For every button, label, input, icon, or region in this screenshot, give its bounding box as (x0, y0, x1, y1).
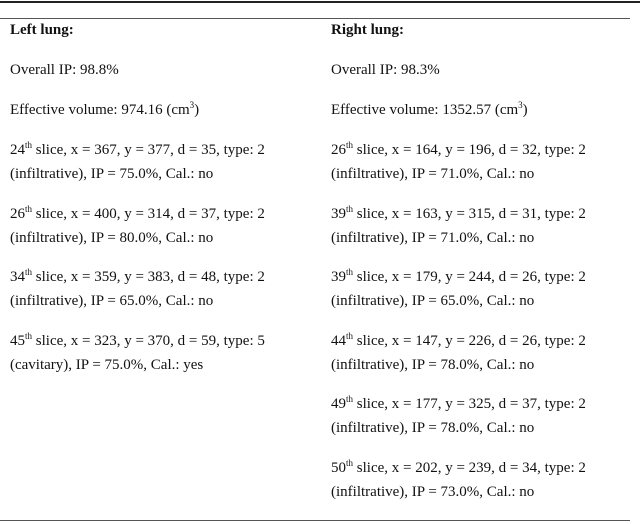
slice-details: slice, x = 323, y = 370, d = 59, type: 5 (32, 332, 265, 349)
slice-entry-line1 (331, 395, 586, 413)
ordinal-superscript: th (25, 330, 33, 341)
slice-classification: (infiltrative), IP = 80.0%, Cal.: no (10, 229, 214, 246)
slice-entry-line1 (10, 205, 265, 223)
slice-number: 39 (331, 269, 346, 285)
ordinal-superscript: th (25, 203, 33, 214)
unit-superscript: 3 (189, 100, 195, 110)
slice-details: slice, x = 164, y = 196, d = 32, type: 2 (353, 142, 586, 158)
header-text: Right lung: (331, 22, 404, 38)
slice-entry-line2 (331, 483, 534, 501)
slice-entry-line1 (331, 141, 586, 159)
ordinal-superscript: th (346, 394, 354, 404)
overall-ip-text: Overall IP: 98.3% (331, 62, 440, 78)
slice-classification: (infiltrative), IP = 78.0%, Cal.: no (331, 356, 535, 373)
left-lung-header (10, 21, 74, 39)
slice-classification: (infiltrative), IP = 78.0%, Cal.: no (331, 420, 535, 436)
table-bottom-rule (0, 520, 630, 521)
slice-classification: (infiltrative), IP = 65.0%, Cal.: no (10, 293, 214, 309)
slice-classification: (infiltrative), IP = 73.0%, Cal.: no (331, 483, 535, 500)
table-top-rule (0, 1, 640, 3)
ordinal-superscript: th (25, 267, 33, 277)
slice-classification: (infiltrative), IP = 75.0%, Cal.: no (10, 166, 214, 182)
header-text: Left lung: (10, 22, 74, 38)
slice-details: slice, x = 179, y = 244, d = 26, type: 2 (353, 269, 586, 285)
slice-entry-line2 (331, 292, 534, 310)
ordinal-superscript: th (346, 140, 354, 150)
slice-entry-line1 (331, 205, 586, 223)
ordinal-superscript: th (25, 140, 33, 150)
slice-entry-line1 (10, 332, 265, 350)
slice-entry-line1 (331, 459, 586, 477)
effective-volume-close: ) (522, 102, 528, 118)
slice-details: slice, x = 163, y = 315, d = 31, type: 2 (353, 205, 586, 222)
effective-volume (331, 101, 528, 119)
slice-classification: (cavitary), IP = 75.0%, Cal.: yes (10, 356, 204, 373)
overall-ip (10, 61, 119, 79)
slice-number: 34 (10, 269, 25, 285)
slice-number: 50 (331, 459, 346, 476)
slice-details: slice, x = 359, y = 383, d = 48, type: 2 (32, 269, 265, 285)
table-header-rule (0, 18, 630, 19)
slice-details: slice, x = 202, y = 239, d = 34, type: 2 (353, 459, 586, 476)
slice-number: 26 (331, 142, 346, 158)
slice-number: 45 (10, 332, 25, 349)
overall-ip (331, 61, 440, 79)
slice-entry-line1 (10, 268, 265, 286)
effective-volume-close: ) (194, 102, 200, 118)
slice-classification: (infiltrative), IP = 71.0%, Cal.: no (331, 166, 535, 182)
ordinal-superscript: th (346, 330, 354, 341)
slice-entry-line2 (331, 165, 534, 183)
slice-number: 49 (331, 396, 346, 412)
slice-entry-line2 (331, 419, 534, 437)
slice-number: 26 (10, 205, 25, 222)
slice-entry-line2 (10, 165, 213, 183)
overall-ip-text: Overall IP: 98.8% (10, 62, 119, 78)
slice-entry-line2 (10, 229, 213, 247)
effective-volume-text: Effective volume: 974.16 (cm (10, 102, 190, 118)
ordinal-superscript: th (346, 457, 354, 468)
effective-volume-text: Effective volume: 1352.57 (cm (331, 102, 519, 118)
slice-entry-line1 (331, 332, 586, 350)
ordinal-superscript: th (346, 203, 354, 214)
slice-details: slice, x = 400, y = 314, d = 37, type: 2 (32, 205, 265, 222)
slice-number: 44 (331, 332, 346, 349)
ordinal-superscript: th (346, 267, 354, 277)
slice-entry-line2 (331, 229, 534, 247)
slice-classification: (infiltrative), IP = 71.0%, Cal.: no (331, 229, 535, 246)
slice-details: slice, x = 177, y = 325, d = 37, type: 2 (353, 396, 586, 412)
slice-number: 39 (331, 205, 346, 222)
slice-entry-line1 (331, 268, 586, 286)
slice-entry-line2 (331, 356, 534, 374)
slice-entry-line1 (10, 141, 265, 159)
slice-entry-line2 (10, 356, 203, 374)
slice-entry-line2 (10, 292, 213, 310)
effective-volume (10, 101, 199, 119)
right-lung-header (331, 21, 404, 39)
slice-number: 24 (10, 142, 25, 158)
slice-details: slice, x = 367, y = 377, d = 35, type: 2 (32, 142, 265, 158)
slice-classification: (infiltrative), IP = 65.0%, Cal.: no (331, 293, 535, 309)
slice-details: slice, x = 147, y = 226, d = 26, type: 2 (353, 332, 586, 349)
unit-superscript: 3 (518, 100, 523, 110)
